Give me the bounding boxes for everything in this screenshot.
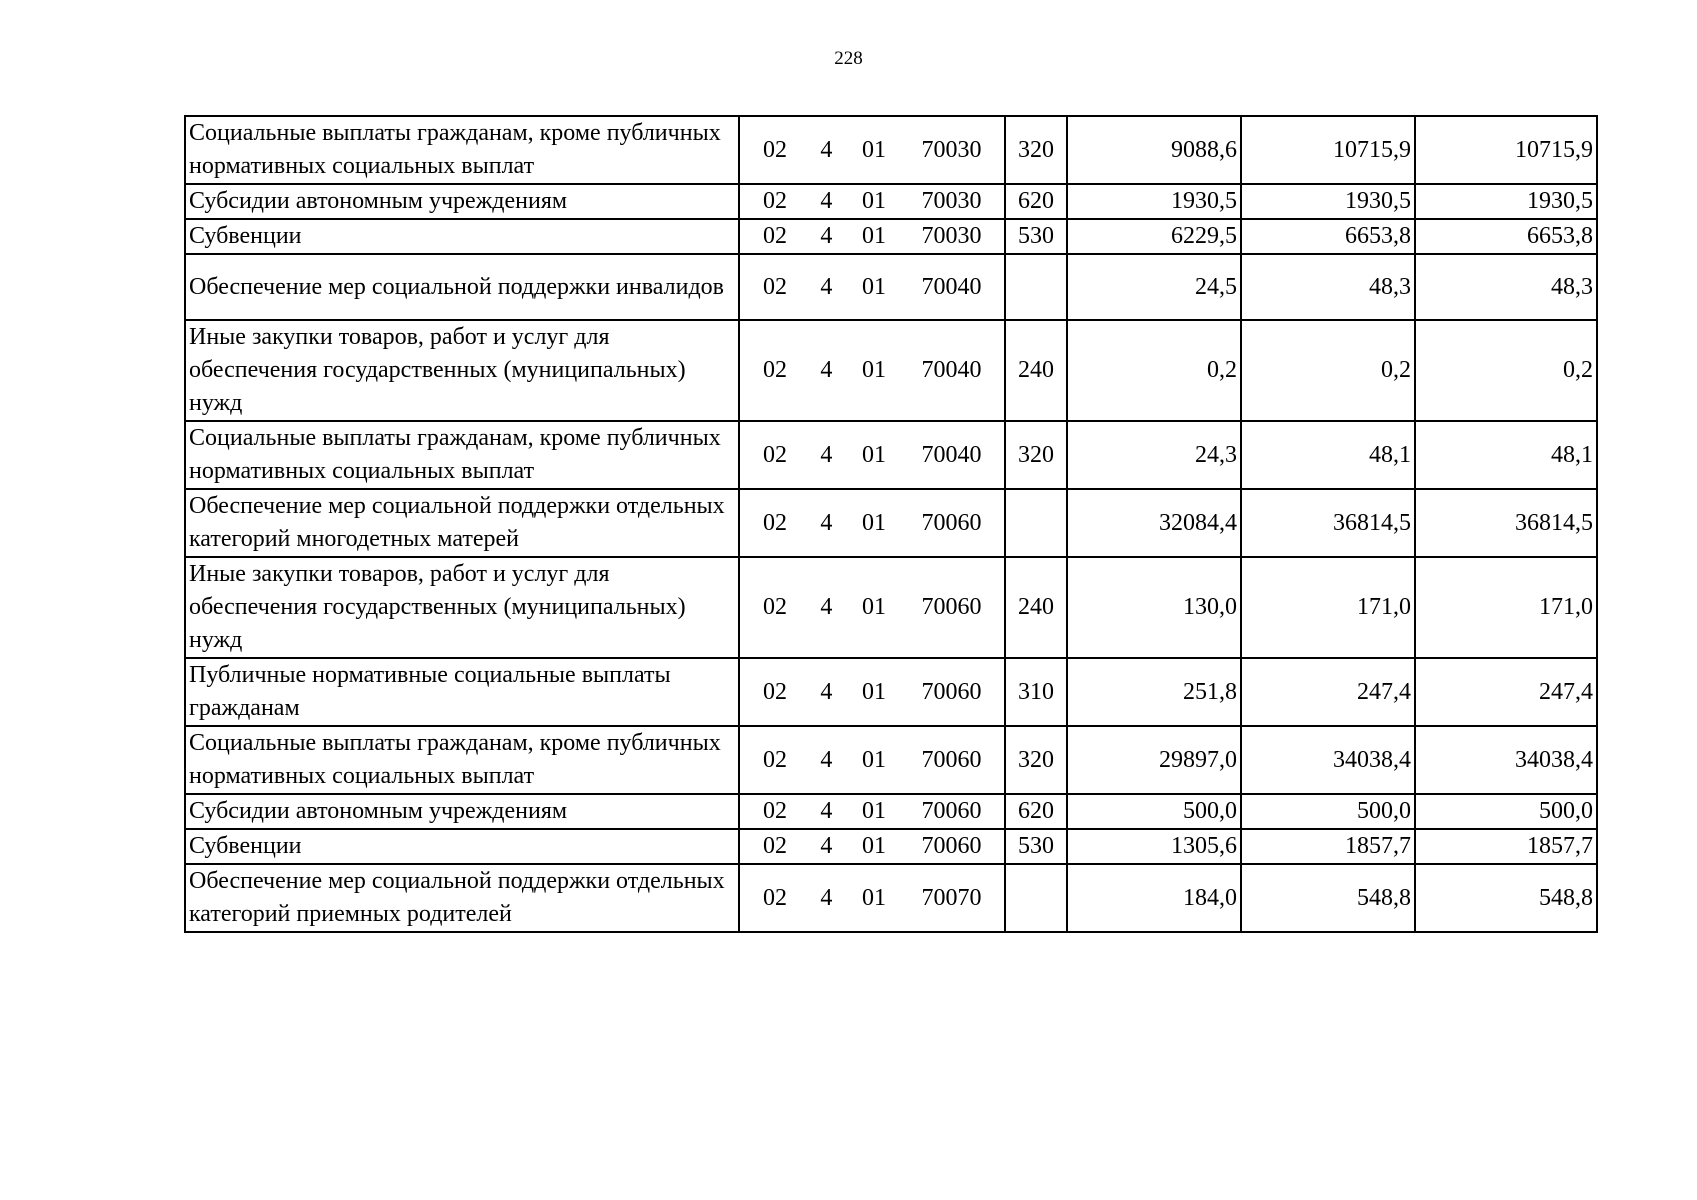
amount-1: 1305,6: [1067, 829, 1241, 864]
section-code: 02: [763, 798, 787, 824]
table-row: [185, 864, 1597, 932]
amount-3: 548,8: [1415, 864, 1597, 932]
program-code: 4: [820, 798, 833, 824]
amount-1: 29897,0: [1067, 726, 1241, 794]
subprogram-code: 01: [861, 188, 886, 214]
amount-3: 247,4: [1415, 658, 1597, 726]
amount-2: 0,2: [1241, 320, 1415, 421]
program-code: 4: [820, 594, 833, 620]
program-code: 4: [820, 509, 833, 536]
program-code: 4: [820, 884, 833, 911]
expense-type-code: 320: [1005, 116, 1067, 184]
page-number: 228: [834, 48, 863, 69]
subprogram-code: 01: [861, 798, 886, 824]
subprogram-code: 01: [861, 223, 886, 249]
amount-2: 10715,9: [1241, 116, 1415, 184]
amount-1: 24,5: [1067, 254, 1241, 320]
program-code: 4: [820, 223, 833, 249]
direction-code: 70030: [921, 188, 982, 214]
amount-3: 34038,4: [1415, 726, 1597, 794]
expense-type-code: [1005, 864, 1067, 932]
section-code: 02: [763, 136, 787, 163]
row-name: Социальные выплаты гражданам, кроме публичных нормативных социальных выплат: [185, 116, 739, 184]
direction-code: 70040: [921, 441, 982, 468]
subprogram-code: 01: [861, 357, 886, 383]
row-codes: [739, 794, 1005, 829]
budget-table: [184, 115, 1598, 933]
subprogram-code: 01: [861, 509, 886, 536]
row-name: Субсидии автономным учреждениям: [185, 184, 739, 219]
direction-code: 70060: [921, 798, 982, 824]
row-name: Обеспечение мер социальной поддержки отдельных категорий приемных родителей: [185, 864, 739, 932]
amount-2: 548,8: [1241, 864, 1415, 932]
row-name: Обеспечение мер социальной поддержки инвалидов: [185, 254, 739, 320]
row-name: Социальные выплаты гражданам, кроме публичных нормативных социальных выплат: [185, 726, 739, 794]
row-name: Иные закупки товаров, работ и услуг для обеспечения государственных (муниципальных) нужд: [185, 320, 739, 421]
section-code: 02: [763, 441, 787, 468]
direction-code: 70060: [921, 678, 982, 705]
section-code: 02: [763, 884, 787, 911]
amount-2: 247,4: [1241, 658, 1415, 726]
amount-1: 24,3: [1067, 421, 1241, 489]
program-code: 4: [820, 441, 833, 468]
expense-type-code: [1005, 254, 1067, 320]
program-code: 4: [820, 273, 833, 300]
amount-2: 1930,5: [1241, 184, 1415, 219]
section-code: 02: [763, 594, 787, 620]
row-codes: [739, 320, 1005, 421]
amount-3: 10715,9: [1415, 116, 1597, 184]
amount-1: 130,0: [1067, 557, 1241, 658]
expense-type-code: 240: [1005, 557, 1067, 658]
table-row: [185, 184, 1597, 219]
subprogram-code: 01: [861, 746, 886, 773]
section-code: 02: [763, 223, 787, 249]
program-code: 4: [820, 136, 833, 163]
amount-3: 500,0: [1415, 794, 1597, 829]
expense-type-code: 620: [1005, 184, 1067, 219]
row-name: Социальные выплаты гражданам, кроме публичных нормативных социальных выплат: [185, 421, 739, 489]
amount-3: 48,1: [1415, 421, 1597, 489]
expense-type-code: 530: [1005, 219, 1067, 254]
row-name: Субсидии автономным учреждениям: [185, 794, 739, 829]
expense-type-code: 620: [1005, 794, 1067, 829]
section-code: 02: [763, 746, 787, 773]
amount-1: 0,2: [1067, 320, 1241, 421]
program-code: 4: [820, 833, 833, 859]
row-codes: [739, 557, 1005, 658]
amount-2: 36814,5: [1241, 489, 1415, 557]
row-codes: [739, 421, 1005, 489]
program-code: 4: [820, 746, 833, 773]
subprogram-code: 01: [861, 594, 886, 620]
row-codes: [739, 219, 1005, 254]
table-row: [185, 254, 1597, 320]
table-row: [185, 421, 1597, 489]
direction-code: 70040: [921, 273, 982, 300]
subprogram-code: 01: [861, 884, 886, 911]
table-row: [185, 829, 1597, 864]
amount-3: 6653,8: [1415, 219, 1597, 254]
table-row: [185, 219, 1597, 254]
subprogram-code: 01: [861, 678, 886, 705]
direction-code: 70060: [921, 509, 982, 536]
program-code: 4: [820, 678, 833, 705]
table-row: [185, 557, 1597, 658]
amount-1: 6229,5: [1067, 219, 1241, 254]
amount-3: 0,2: [1415, 320, 1597, 421]
row-codes: [739, 658, 1005, 726]
direction-code: 70060: [921, 594, 982, 620]
row-name: Обеспечение мер социальной поддержки отдельных категорий многодетных матерей: [185, 489, 739, 557]
row-name: Субвенции: [185, 219, 739, 254]
subprogram-code: 01: [861, 136, 886, 163]
program-code: 4: [820, 188, 833, 214]
table-row: [185, 726, 1597, 794]
expense-type-code: 310: [1005, 658, 1067, 726]
section-code: 02: [763, 357, 787, 383]
expense-type-code: 320: [1005, 421, 1067, 489]
row-codes: [739, 184, 1005, 219]
direction-code: 70060: [921, 833, 982, 859]
section-code: 02: [763, 188, 787, 214]
section-code: 02: [763, 273, 787, 300]
amount-1: 1930,5: [1067, 184, 1241, 219]
direction-code: 70070: [921, 884, 982, 911]
amount-3: 171,0: [1415, 557, 1597, 658]
amount-2: 6653,8: [1241, 219, 1415, 254]
budget-table-body: [185, 116, 1597, 932]
amount-2: 171,0: [1241, 557, 1415, 658]
row-codes: [739, 254, 1005, 320]
section-code: 02: [763, 509, 787, 536]
subprogram-code: 01: [861, 833, 886, 859]
amount-1: 251,8: [1067, 658, 1241, 726]
section-code: 02: [763, 833, 787, 859]
amount-3: 48,3: [1415, 254, 1597, 320]
table-row: [185, 489, 1597, 557]
subprogram-code: 01: [861, 273, 886, 300]
table-row: [185, 116, 1597, 184]
direction-code: 70060: [921, 746, 982, 773]
amount-2: 48,1: [1241, 421, 1415, 489]
amount-1: 184,0: [1067, 864, 1241, 932]
direction-code: 70040: [921, 357, 982, 383]
row-codes: [739, 726, 1005, 794]
expense-type-code: 240: [1005, 320, 1067, 421]
amount-2: 500,0: [1241, 794, 1415, 829]
expense-type-code: 320: [1005, 726, 1067, 794]
row-name: Иные закупки товаров, работ и услуг для обеспечения государственных (муниципальных) нужд: [185, 557, 739, 658]
amount-1: 500,0: [1067, 794, 1241, 829]
row-codes: [739, 829, 1005, 864]
amount-3: 1930,5: [1415, 184, 1597, 219]
amount-2: 48,3: [1241, 254, 1415, 320]
section-code: 02: [763, 678, 787, 705]
row-codes: [739, 489, 1005, 557]
amount-3: 1857,7: [1415, 829, 1597, 864]
table-row: [185, 794, 1597, 829]
row-codes: [739, 116, 1005, 184]
table-row: [185, 320, 1597, 421]
direction-code: 70030: [921, 223, 982, 249]
table-row: [185, 658, 1597, 726]
program-code: 4: [820, 357, 833, 383]
row-name: Публичные нормативные социальные выплаты гражданам: [185, 658, 739, 726]
amount-3: 36814,5: [1415, 489, 1597, 557]
direction-code: 70030: [921, 136, 982, 163]
amount-2: 1857,7: [1241, 829, 1415, 864]
subprogram-code: 01: [861, 441, 886, 468]
expense-type-code: 530: [1005, 829, 1067, 864]
expense-type-code: [1005, 489, 1067, 557]
row-name: Субвенции: [185, 829, 739, 864]
amount-1: 32084,4: [1067, 489, 1241, 557]
row-codes: [739, 864, 1005, 932]
amount-1: 9088,6: [1067, 116, 1241, 184]
amount-2: 34038,4: [1241, 726, 1415, 794]
